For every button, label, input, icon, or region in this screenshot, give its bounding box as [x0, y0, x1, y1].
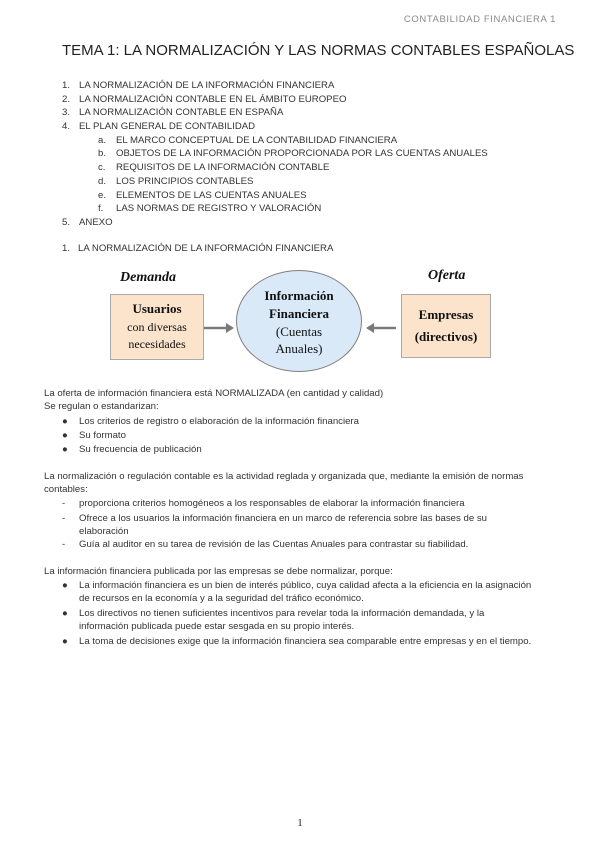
- list-item-text: La toma de decisiones exige que la información financiera sea comparable entre empresas y en el tiempo.: [79, 636, 532, 647]
- dash-icon: -: [62, 539, 66, 550]
- section-heading: [62, 243, 333, 254]
- companies-box-title: Empresas: [418, 307, 474, 322]
- section-title: LA NORMALIZACIÓN DE LA INFORMACIÓN FINANCIERA: [78, 243, 334, 254]
- toc-subitem: [62, 147, 562, 161]
- companies-box-line: (directivos): [414, 329, 478, 344]
- toc-subitem-letter: d.: [98, 175, 107, 187]
- offer-label: Oferta: [428, 268, 466, 283]
- list-item-text: elaboración: [79, 526, 129, 537]
- bullet-icon: ●: [62, 580, 68, 591]
- list-item: [62, 607, 531, 635]
- list-item: [62, 579, 531, 607]
- list-item-text: La información financiera es un bien de interés público, cuya calidad afecta a la eficiencia en la asignación: [79, 580, 532, 591]
- toc-subitem-label: EL MARCO CONCEPTUAL DE LA CONTABILIDAD FINANCIERA: [116, 134, 398, 146]
- financial-information-ellipse: [236, 270, 362, 372]
- section-number: 1.: [62, 243, 71, 254]
- list-item-text: información publicada puede estar sesgada en su propio interés.: [79, 621, 355, 632]
- paragraph-line: La información financiera publicada por las empresas se debe normalizar, porque:: [44, 566, 393, 577]
- ellipse-line: Información: [264, 288, 334, 303]
- bullet-icon: ●: [62, 444, 68, 455]
- toc-item: [62, 106, 562, 120]
- toc-item-number: 1.: [62, 80, 71, 91]
- toc-item-label: LA NORMALIZACIÓN DE LA INFORMACIÓN FINANCIERA: [79, 80, 335, 91]
- toc-subitem: [62, 202, 562, 216]
- toc-item: [62, 93, 562, 107]
- bullet-icon: ●: [62, 430, 68, 441]
- page-number: 1: [297, 817, 303, 829]
- toc-subitem-letter: a.: [98, 134, 107, 146]
- list-item: [62, 497, 487, 512]
- bullet-icon: ●: [62, 636, 68, 647]
- running-header: CONTABILIDAD FINANCIERA 1: [403, 14, 556, 25]
- ellipse-line: (Cuentas: [275, 324, 323, 339]
- users-box-line: con diversas: [127, 320, 187, 334]
- list-item-text: Los directivos no tienen suficientes incentivos para revelar toda la información demandada, y la: [79, 608, 485, 619]
- list-item: [62, 512, 487, 538]
- toc-item-number: 5.: [62, 216, 71, 228]
- toc-subitem-label: REQUISITOS DE LA INFORMACIÓN CONTABLE: [116, 162, 330, 174]
- users-box-line: necesidades: [128, 337, 186, 351]
- toc-item-number: 4.: [62, 121, 71, 133]
- page-title: TEMA 1: LA NORMALIZACIÓN Y LAS NORMAS CONTABLES ESPAÑOLAS: [62, 42, 575, 59]
- list-item: [62, 538, 487, 552]
- toc-subitem: [62, 161, 562, 175]
- paragraph-line: La normalización o regulación contable es la actividad reglada y organizada que, mediante la emisión de normas: [44, 471, 524, 482]
- toc-subitem-letter: c.: [98, 162, 106, 174]
- list-item: [62, 635, 531, 649]
- paragraph-line: contables:: [44, 484, 88, 495]
- dash-icon: -: [62, 498, 66, 509]
- list-item: [62, 429, 359, 443]
- bullet-list: [62, 415, 359, 457]
- toc-subitem-letter: f.: [98, 203, 104, 215]
- ellipse-line: Financiera: [269, 306, 329, 321]
- toc-item-label: EL PLAN GENERAL DE CONTABILIDAD: [79, 121, 256, 133]
- toc-subitem-label: OBJETOS DE LA INFORMACIÓN PROPORCIONADA POR LAS CUENTAS ANUALES: [116, 148, 488, 160]
- paragraph: [44, 387, 383, 413]
- toc-subitem-label: LOS PRINCIPIOS CONTABLES: [116, 175, 254, 187]
- toc-item: [62, 216, 562, 230]
- supply-demand-diagram: [108, 264, 492, 378]
- table-of-contents: [62, 79, 562, 230]
- toc-subitem: [62, 189, 562, 203]
- toc-item-label: LA NORMALIZACIÓN CONTABLE EN EL ÁMBITO EUROPEO: [79, 93, 347, 105]
- toc-subitem-label: ELEMENTOS DE LAS CUENTAS ANUALES: [116, 189, 307, 201]
- dash-icon: -: [62, 513, 66, 524]
- toc-subitem-letter: e.: [98, 189, 107, 201]
- ellipse-line: Anuales): [275, 341, 323, 356]
- toc-subitem: [62, 134, 562, 148]
- toc-subitem-letter: b.: [98, 148, 107, 160]
- paragraph: [44, 470, 523, 496]
- list-item-text: Guía al auditor en su tarea de revisión de las Cuentas Anuales para contrastar su fiabilidad.: [79, 539, 469, 550]
- toc-subitem-label: LAS NORMAS DE REGISTRO Y VALORACIÓN: [116, 203, 322, 215]
- paragraph: [44, 565, 393, 578]
- users-box-title: Usuarios: [132, 301, 182, 316]
- toc-item: [62, 79, 562, 93]
- list-item-text: de recursos en la economía y a la seguridad del tráfico económico.: [79, 593, 364, 604]
- toc-item-number: 2.: [62, 93, 71, 105]
- toc-item-label: ANEXO: [79, 216, 113, 228]
- list-item-text: Su formato: [79, 430, 126, 441]
- list-item-text: Los criterios de registro o elaboración de la información financiera: [79, 416, 359, 427]
- companies-box: [401, 294, 491, 358]
- toc-item-number: 3.: [62, 107, 71, 119]
- list-item-text: Su frecuencia de publicación: [79, 444, 202, 455]
- paragraph-line: Se regulan o estandarizan:: [44, 401, 159, 412]
- dash-list: [62, 497, 487, 552]
- bullet-icon: ●: [62, 608, 68, 619]
- arrow-right-icon: [204, 323, 234, 333]
- list-item-text: Ofrece a los usuarios la información financiera en un marco de referencia sobre las bases de su: [79, 513, 487, 524]
- list-item-text: proporciona criterios homogéneos a los responsables de elaborar la información financiera: [79, 498, 465, 509]
- bullet-list: [62, 579, 531, 649]
- toc-subitem: [62, 175, 562, 189]
- list-item: [62, 415, 359, 429]
- list-item: [62, 443, 359, 457]
- demand-label: Demanda: [120, 270, 176, 285]
- bullet-icon: ●: [62, 416, 68, 427]
- toc-item-label: LA NORMALIZACIÓN CONTABLE EN ESPAÑA: [79, 107, 284, 119]
- toc-item: [62, 120, 562, 134]
- arrow-left-icon: [366, 323, 396, 333]
- paragraph-line: La oferta de información financiera está NORMALIZADA (en cantidad y calidad): [44, 388, 384, 399]
